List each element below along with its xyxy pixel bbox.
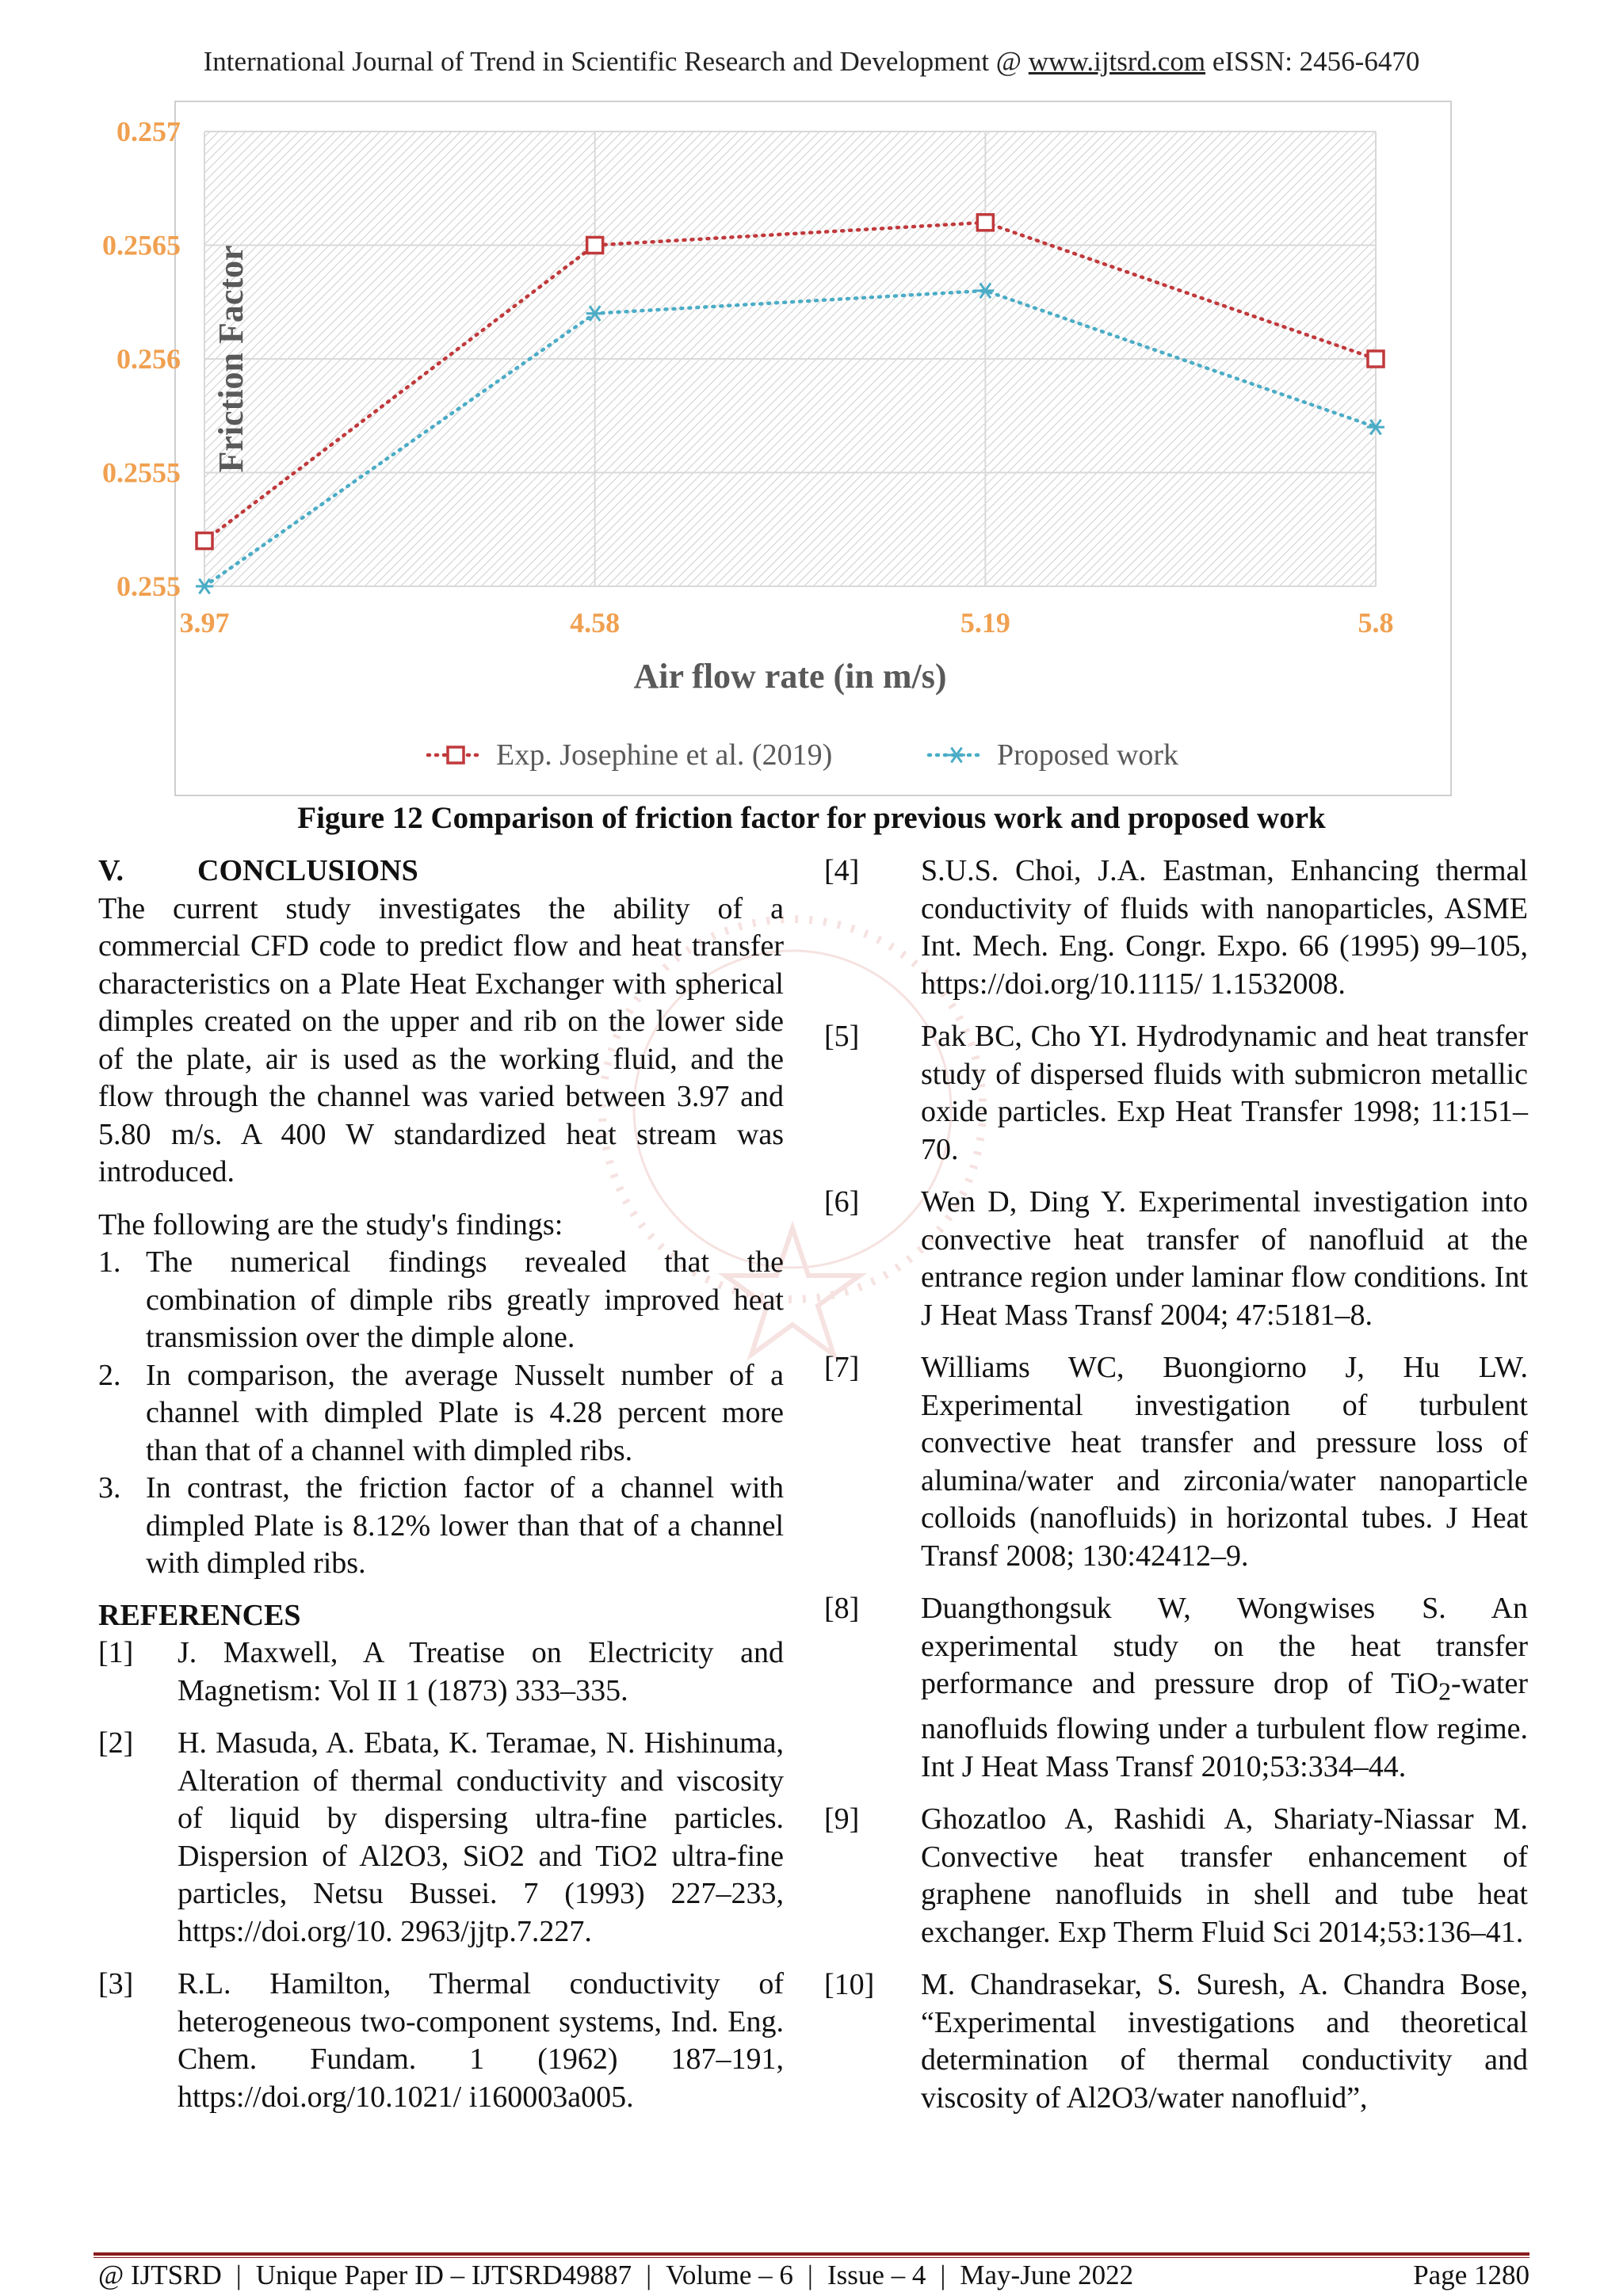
reference-item: [98, 1725, 784, 1951]
x-tick-label: 5.19: [960, 607, 1010, 639]
page-footer: [98, 2260, 1529, 2291]
x-tick-label: 3.97: [179, 607, 230, 639]
data-point-square: [1368, 351, 1384, 367]
y-tick-label: 0.2565: [102, 229, 181, 261]
footer-separator: |: [940, 2260, 946, 2290]
reference-number: [8]: [824, 1592, 860, 1625]
reference-number: [6]: [824, 1185, 860, 1219]
reference-number: [10]: [824, 1968, 875, 2002]
reference-item: [98, 1966, 784, 2116]
reference-item: [824, 1801, 1528, 1951]
reference-number: [9]: [824, 1802, 860, 1836]
reference-item: [824, 852, 1528, 1003]
reference-number: [2]: [98, 1726, 134, 1760]
footer-rule-thin: [94, 2257, 1529, 2258]
reference-number: [7]: [824, 1351, 860, 1384]
list-item-text: The numerical findings revealed that the combination of dimple ribs greatly improved heat transmission over the dimple alone.: [146, 1245, 784, 1354]
footer-date: May-June 2022: [960, 2260, 1134, 2290]
data-point-square: [587, 238, 603, 254]
reference-item: [824, 1349, 1528, 1575]
list-item: [98, 1470, 784, 1583]
footer-rule: [94, 2252, 1529, 2256]
chart-svg: [102, 102, 1453, 798]
footer-separator: |: [235, 2260, 242, 2290]
reference-text: Wen D, Ding Y. Experimental investigation into convective heat transfer of nanofluid at the entrance region under laminar flow conditions. Int J Heat Mass Transf 2004; 47:5181–8.: [921, 1185, 1528, 1332]
y-tick-label: 0.256: [116, 343, 181, 375]
reference-text-part: -water nanofluids flowing under a turbulent flow regime. Int J Heat Mass Transf 2010;53:334–44.: [921, 1667, 1528, 1783]
right-column: [824, 852, 1528, 2132]
data-point-square: [197, 533, 212, 549]
findings-list: [98, 1244, 784, 1583]
y-tick-label: 0.257: [116, 116, 181, 147]
page-header: [0, 46, 1623, 78]
legend-label: Exp. Josephine et al. (2019): [496, 738, 833, 772]
data-point-square: [448, 747, 464, 763]
list-item: [98, 1357, 784, 1470]
reference-text: S.U.S. Choi, J.A. Eastman, Enhancing thermal conductivity of fluids with nanoparticles, ASME Int. Mech. Eng. Congr. Expo. 66 (1995) 99–105, https://doi.org/10.1115/ 1.1532008.: [921, 854, 1528, 1001]
list-item-text: In contrast, the friction factor of a channel with dimpled Plate is 8.12% lower than that of a channel with dimpled ribs.: [146, 1471, 784, 1580]
header-issn: eISSN: 2456-6470: [1205, 46, 1420, 77]
list-item-number: 3.: [98, 1471, 121, 1505]
figure-caption: Figure 12 Comparison of friction factor for previous work and proposed work: [297, 801, 1326, 835]
footer-volume: Volume – 6: [666, 2260, 793, 2290]
footer-issue: Issue – 4: [827, 2260, 926, 2290]
list-item-number: 2.: [98, 1358, 121, 1392]
page-number: Page 1280: [1413, 2260, 1529, 2290]
references-heading: REFERENCES: [98, 1598, 301, 1632]
reference-text-part: Duangthongsuk W, Wongwises S. An experimental study on the heat transfer performance and pressure drop of TiO: [921, 1592, 1528, 1700]
header-link[interactable]: www.ijtsrd.com: [1028, 46, 1206, 77]
footer-separator: |: [646, 2260, 652, 2290]
conclusion-paragraph: The current study investigates the ability of a commercial CFD code to predict flow and heat transfer characteristics on a Plate Heat Exchanger with spherical dimples created on the upper and rib on the lower side of the plate, air is used as the working fluid, and the flow through the channel was varied between 3.97 and 5.80 m/s. A 400 W standardized heat stream was introduced.: [98, 891, 784, 1188]
list-item: [98, 1244, 784, 1357]
y-tick-label: 0.2555: [102, 456, 181, 489]
y-axis-label: Friction Factor: [212, 245, 250, 473]
reference-number: [4]: [824, 854, 860, 887]
reference-number: [1]: [98, 1636, 134, 1669]
reference-item: [824, 1966, 1528, 2117]
reference-number: [3]: [98, 1967, 134, 2000]
x-tick-label: 4.58: [570, 607, 621, 639]
legend-label: Proposed work: [997, 738, 1179, 772]
section-heading: [98, 852, 784, 891]
y-tick-label: 0.255: [116, 570, 181, 602]
x-tick-label: 5.8: [1358, 607, 1394, 639]
reference-item: [98, 1634, 784, 1710]
footer-separator: |: [807, 2260, 813, 2290]
data-point-square: [977, 215, 993, 231]
reference-number: [5]: [824, 1020, 860, 1053]
reference-text: M. Chandrasekar, S. Suresh, A. Chandra Bose, “Experimental investigations and theoretical determination of thermal conductivity and viscosity of Al2O3/water nanofluid”,: [921, 1968, 1528, 2115]
footer-meta: [98, 2260, 1133, 2291]
friction-factor-chart: [102, 101, 1452, 796]
reference-text: Pak BC, Cho YI. Hydrodynamic and heat transfer study of dispersed fluids with submicron metallic oxide particles. Exp Heat Transfer 1998; 11:151–70.: [921, 1020, 1528, 1166]
reference-text: H. Masuda, A. Ebata, K. Teramae, N. Hishinuma, Alteration of thermal conductivity and viscosity of liquid by dispersing ultra-fine particles. Dispersion of Al2O3, SiO2 and TiO2 ultra-fine particles, Netsu Bussei. 7 (1993) 227–233, https://doi.org/10. 2963/jjtp.7.227.: [178, 1726, 784, 1948]
list-item-number: 1.: [98, 1245, 121, 1279]
reference-text: [921, 1590, 1528, 1786]
reference-text: J. Maxwell, A Treatise on Electricity and Magnetism: Vol II 1 (1873) 333–335.: [178, 1636, 784, 1707]
list-item-text: In comparison, the average Nusselt number of a channel with dimpled Plate is 4.28 percent more than that of a channel with dimpled ribs.: [146, 1358, 784, 1467]
subscript: 2: [1438, 1677, 1451, 1706]
reference-text: Ghozatloo A, Rashidi A, Shariaty-Niassar M. Convective heat transfer enhancement of graphene nanofluids in shell and tube heat exchanger. Exp Therm Fluid Sci 2014;53:136–41.: [921, 1802, 1528, 1949]
chart-legend: [428, 738, 1178, 772]
footer-publisher: @ IJTSRD: [98, 2260, 222, 2290]
section-title: CONCLUSIONS: [197, 854, 418, 887]
reference-text: Williams WC, Buongiorno J, Hu LW. Experimental investigation of turbulent convective heat transfer and pressure loss of alumina/water and zirconia/water nanoparticle colloids (nanofluids) in horizontal tubes. J Heat Transf 2008; 130:42412–9.: [921, 1351, 1528, 1573]
reference-item: [824, 1590, 1528, 1786]
section-number: V.: [98, 854, 124, 887]
reference-item: [824, 1018, 1528, 1169]
left-column: [98, 852, 784, 2131]
header-journal: International Journal of Trend in Scientific Research and Development @: [203, 46, 1029, 77]
findings-intro: The following are the study's findings:: [98, 1207, 563, 1241]
footer-paper-id: Unique Paper ID – IJTSRD49887: [255, 2260, 632, 2290]
reference-item: [824, 1184, 1528, 1334]
data-point-star: [948, 748, 965, 763]
reference-text: R.L. Hamilton, Thermal conductivity of heterogeneous two-component systems, Ind. Eng. Chem. Fundam. 1 (1962) 187–191, https://doi.org/10.1021/ i160003a005.: [178, 1967, 784, 2114]
x-axis-label: Air flow rate (in m/s): [633, 657, 947, 696]
